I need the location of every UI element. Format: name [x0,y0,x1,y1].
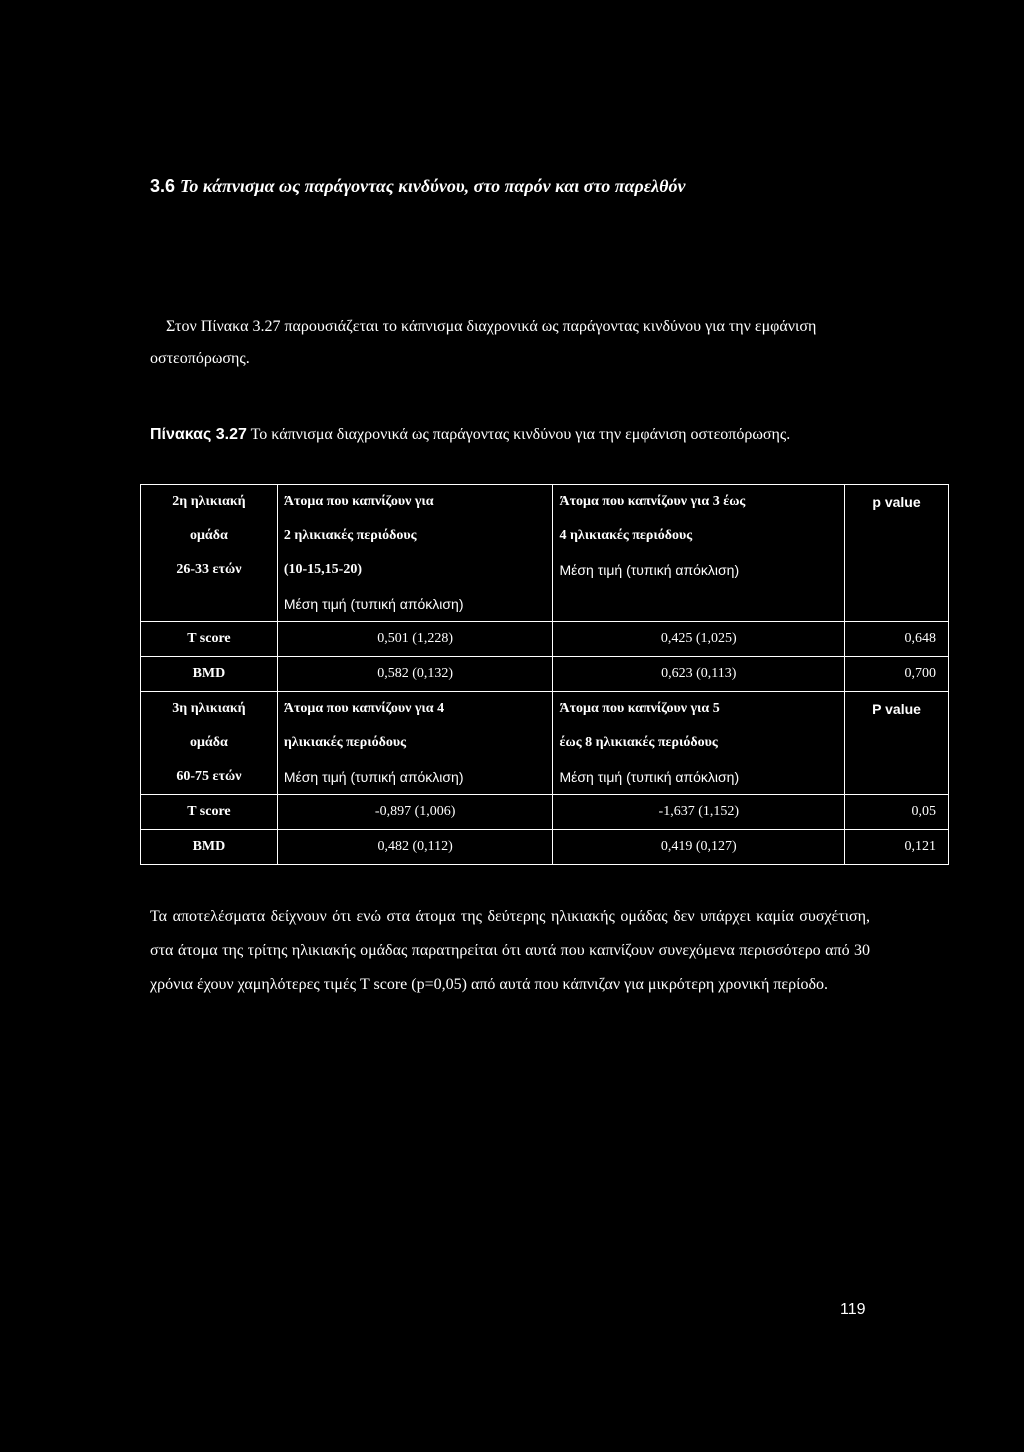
cell-value: 0,419 (0,127) [553,830,845,865]
table-row [141,795,949,830]
row-label: T score [141,622,278,657]
group3-p-value-header: P value [845,692,949,795]
group2-header-row [141,485,949,622]
group2-p-value-header: p value [845,485,949,622]
table-row [141,657,949,692]
table-row [141,622,949,657]
group3-label: 3η ηλικιακή ομάδα 60-75 ετών [141,692,278,795]
intro-paragraph: Στον Πίνακα 3.27 παρουσιάζεται το κάπνισμα διαχρονικά ως παράγοντας κινδύνου για την εμφάνιση οστεοπόρωσης. [150,318,817,367]
cell-value: -1,637 (1,152) [553,795,845,830]
section-title: Το κάπνισμα ως παράγοντας κινδύνου, στο παρόν και στο παρελθόν [180,176,686,196]
smoking-table [140,484,949,865]
cell-value: 0,425 (1,025) [553,622,845,657]
section-number: 3.6 [150,176,176,196]
cell-value: -0,897 (1,006) [277,795,553,830]
table-caption [150,419,870,451]
page-number: 119 [840,1301,866,1318]
section-heading [150,176,686,197]
row-label: T score [141,795,278,830]
table-row [141,830,949,865]
table-caption-text: Το κάπνισμα διαχρονικά ως παράγοντας κινδύνου για την εμφάνιση οστεοπόρωσης. [250,426,791,443]
group3-col-b-header: Άτομα που καπνίζουν για 5 έως 8 ηλικιακές περιόδους Μέση τιμή (τυπική απόκλιση) [553,692,845,795]
cell-value: 0,501 (1,228) [277,622,553,657]
table-caption-label: Πίνακας 3.27 [150,426,247,443]
cell-value: 0,582 (0,132) [277,657,553,692]
group2-label: 2η ηλικιακή ομάδα 26-33 ετών [141,485,278,622]
cell-p-value: 0,121 [845,830,949,865]
row-label: BMD [141,830,278,865]
group2-col-b-header: Άτομα που καπνίζουν για 3 έως 4 ηλικιακές περιόδους Μέση τιμή (τυπική απόκλιση) [553,485,845,622]
cell-value: 0,482 (0,112) [277,830,553,865]
group3-col-a-header: Άτομα που καπνίζουν για 4 ηλικιακές περιόδους Μέση τιμή (τυπική απόκλιση) [277,692,553,795]
cell-p-value: 0,05 [845,795,949,830]
group2-col-a-header: Άτομα που καπνίζουν για 2 ηλικιακές περιόδους (10-15,15-20) Μέση τιμή (τυπική απόκλιση) [277,485,553,622]
row-label: BMD [141,657,278,692]
conclusion-paragraph: Τα αποτελέσματα δείχνουν ότι ενώ στα άτομα της δεύτερης ηλικιακής ομάδας δεν υπάρχει καμία συσχέτιση, στα άτομα της τρίτης ηλικιακής ομάδας παρατηρείται ότι αυτά που καπνίζουν συνεχόμενα περισσότερο από 30 χρόνια έχουν χαμηλότερες τιμές T score (p=0,05) από αυτά που κάπνιζαν για μικρότερη χρονική περίοδο. [150,908,870,993]
group3-header-row [141,692,949,795]
cell-p-value: 0,700 [845,657,949,692]
cell-p-value: 0,648 [845,622,949,657]
cell-value: 0,623 (0,113) [553,657,845,692]
